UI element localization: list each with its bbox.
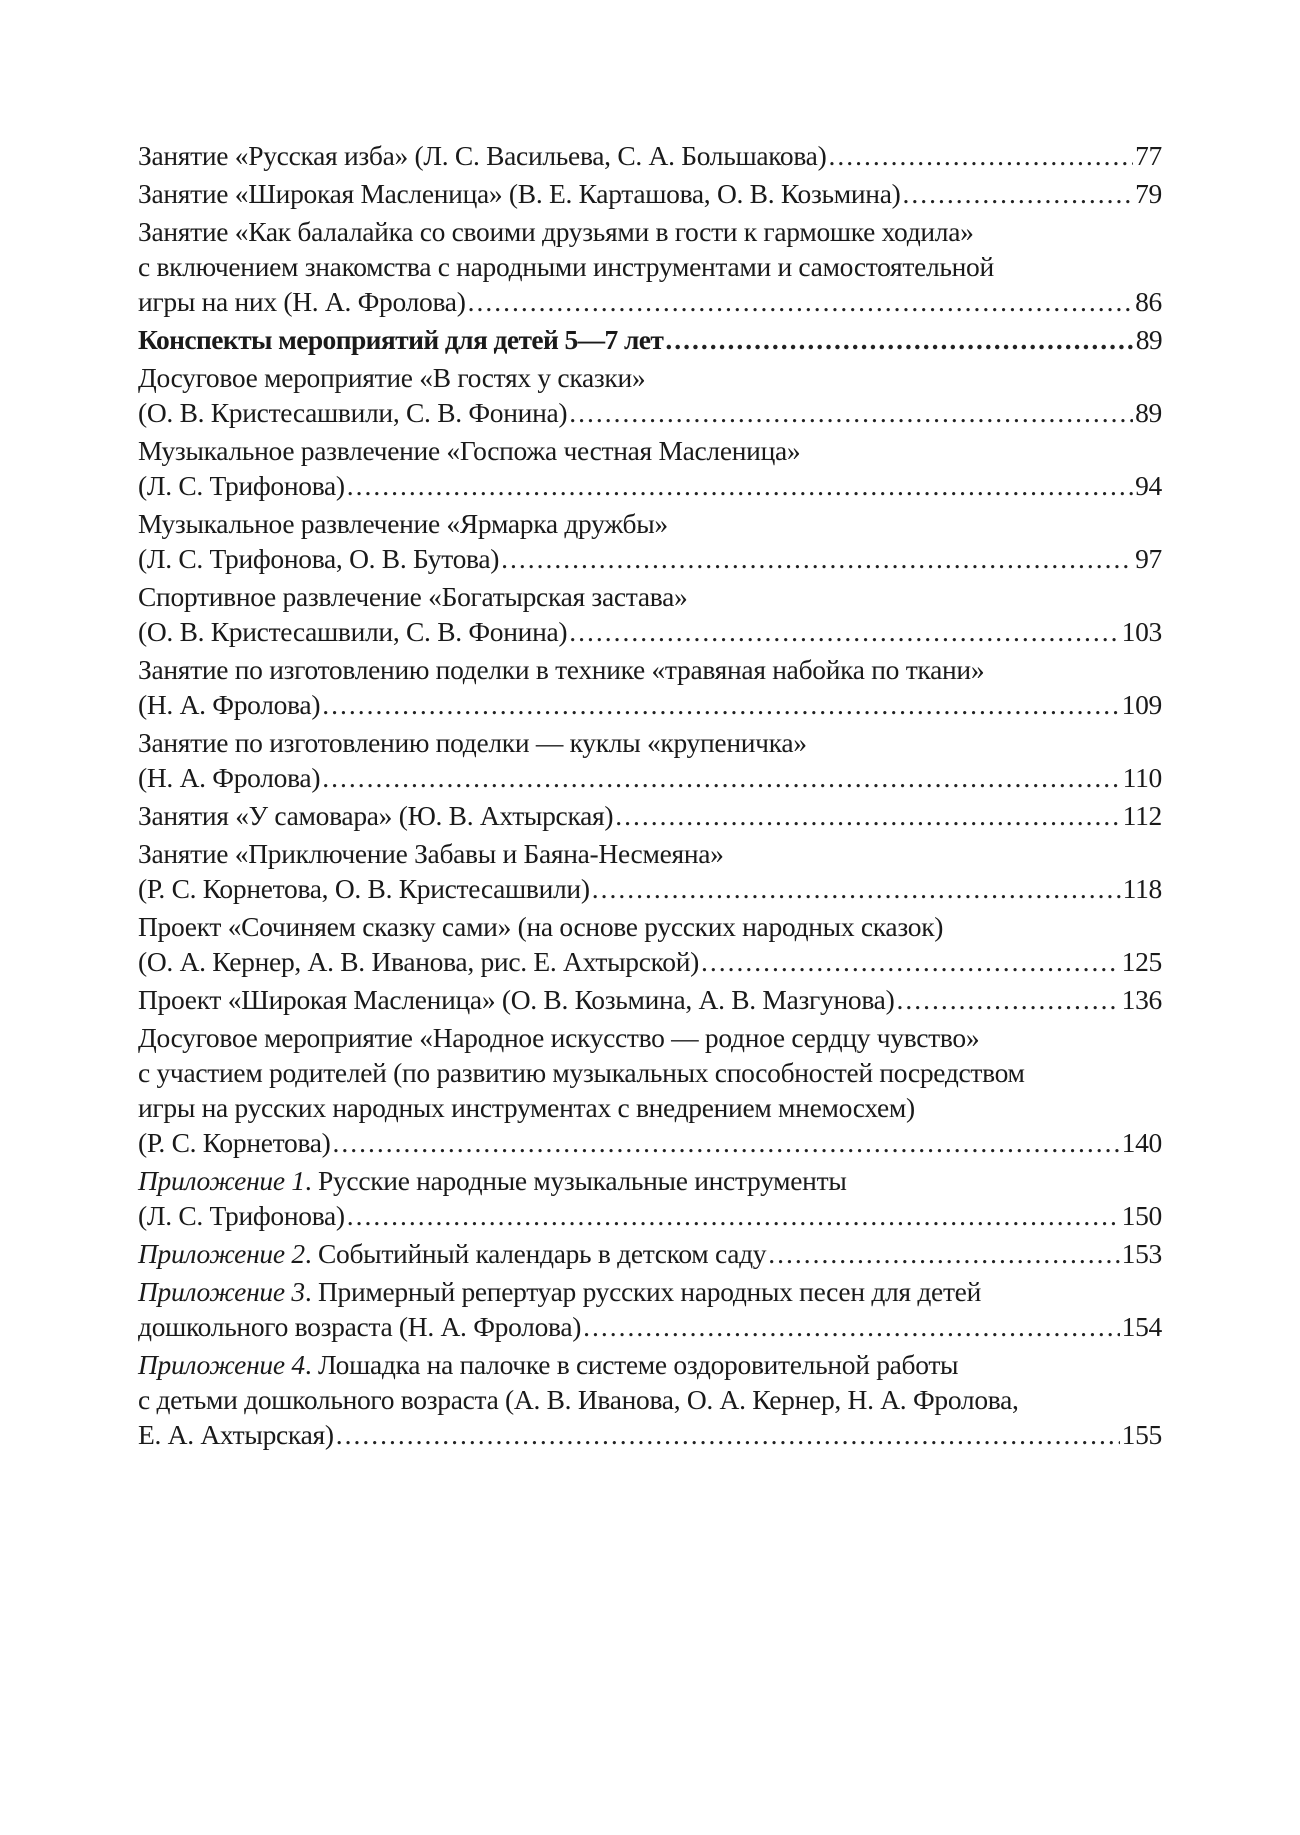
dot-leader — [615, 798, 1120, 833]
toc-entry — [138, 1020, 1162, 1160]
dot-leader — [347, 1198, 1120, 1233]
toc-entry-text: Занятия «У самовара» (Ю. В. Ахтырская) — [138, 800, 614, 831]
toc-entry-text: Занятие по изготовлению поделки в технике «травяная набойка по ткани» — [138, 654, 985, 685]
toc-entry-text: (Р. С. Корнетова, О. В. Кристесашвили) — [138, 873, 590, 904]
toc-entry-line — [138, 433, 1162, 468]
page-number: 112 — [1122, 800, 1162, 831]
toc-entry-line — [138, 1347, 1162, 1382]
toc-entry-line — [138, 1055, 1162, 1090]
toc-appendix-entry — [138, 1347, 1162, 1452]
toc-entry-last-line — [138, 176, 1162, 211]
toc-entry-title — [138, 982, 894, 1017]
page-number: 136 — [1121, 984, 1162, 1015]
toc-entry-text: Проект «Широкая Масленица» (О. В. Козьмина, А. В. Мазгунова) — [138, 984, 895, 1015]
appendix-label: Приложение 4 — [138, 1349, 305, 1380]
toc-entry-text: (О. А. Кернер, А. В. Иванова, рис. Е. Ахтырской) — [138, 946, 700, 977]
toc-appendix-entry — [138, 1236, 1162, 1271]
toc-entry — [138, 579, 1162, 649]
toc-entry-title — [138, 1198, 345, 1233]
toc-entry-title — [138, 944, 699, 979]
toc-entry-text: Музыкальное развлечение «Ярмарка дружбы» — [138, 508, 668, 539]
dot-leader — [665, 322, 1133, 357]
toc-entry-line — [138, 506, 1162, 541]
toc-entry-last-line — [138, 468, 1162, 503]
toc-entry-last-line — [138, 687, 1162, 722]
toc-entry-text: (О. В. Кристесашвили, С. В. Фонина) — [138, 616, 568, 647]
toc-entry-text: с включением знакомства с народными инструментами и самостоятельной — [138, 251, 994, 282]
toc-entry-last-line — [138, 395, 1162, 430]
toc-entry-text: Лошадка на палочке в системе оздоровительной работы — [317, 1349, 959, 1380]
dot-leader — [333, 1125, 1120, 1160]
dot-leader — [468, 284, 1134, 319]
toc-entry-title — [138, 541, 499, 576]
toc-entry — [138, 909, 1162, 979]
toc-entry — [138, 433, 1162, 503]
toc-appendix-entry — [138, 1274, 1162, 1344]
dot-leader — [347, 468, 1133, 503]
toc-entry-title — [138, 1125, 331, 1160]
appendix-label: Приложение 3 — [138, 1276, 305, 1307]
toc-entry-text: Е. А. Ахтырская) — [138, 1419, 334, 1450]
page-number: 94 — [1135, 470, 1162, 501]
toc-entry-line — [138, 1163, 1162, 1198]
appendix-label: Приложение 1 — [138, 1165, 305, 1196]
toc-entry-title — [138, 1309, 581, 1344]
toc-entry-title — [138, 1417, 334, 1452]
toc-entry-line — [138, 652, 1162, 687]
toc-entry — [138, 836, 1162, 906]
toc-entry-title — [138, 760, 320, 795]
appendix-separator: . — [304, 1238, 318, 1269]
dot-leader — [592, 871, 1121, 906]
toc-entry-text: (Н. А. Фролова) — [138, 689, 321, 720]
table-of-contents — [138, 138, 1162, 1455]
toc-entry-text: (Л. С. Трифонова) — [138, 470, 345, 501]
toc-entry-last-line — [138, 1236, 1162, 1271]
dot-leader — [569, 614, 1119, 649]
toc-entry-text: (Р. С. Корнетова) — [138, 1127, 331, 1158]
toc-entry-text: Спортивное развлечение «Богатырская застава» — [138, 581, 688, 612]
toc-entry-text: Русские народные музыкальные инструменты — [317, 1165, 847, 1196]
toc-entry-text: Занятие «Приключение Забавы и Баяна-Несмеяна» — [138, 838, 724, 869]
toc-entry — [138, 798, 1162, 833]
toc-entry-text: (Н. А. Фролова) — [138, 762, 321, 793]
toc-entry-title — [138, 798, 613, 833]
dot-leader — [336, 1417, 1120, 1452]
page-number: 154 — [1121, 1311, 1162, 1342]
toc-entry — [138, 982, 1162, 1017]
toc-entry-title — [138, 614, 567, 649]
toc-entry-title — [138, 871, 590, 906]
toc-entry-line — [138, 909, 1162, 944]
toc-entry-text: Занятие «Русская изба» (Л. С. Васильева, С. А. Большакова) — [138, 140, 827, 171]
appendix-separator: . — [304, 1276, 318, 1307]
toc-entry-text: игры на русских народных инструментах с внедрением мнемосхем) — [138, 1092, 915, 1123]
toc-entry-text: Занятие по изготовлению поделки — куклы «крупеничка» — [138, 727, 807, 758]
page-number: 97 — [1135, 543, 1162, 574]
page-number: 79 — [1135, 178, 1162, 209]
toc-entry-line — [138, 1090, 1162, 1125]
toc-entry-last-line — [138, 322, 1162, 357]
toc-entry-line — [138, 360, 1162, 395]
toc-entry-text: Досуговое мероприятие «Народное искусство — родное сердцу чувство» — [138, 1022, 980, 1053]
toc-entry-text: Занятие «Широкая Масленица» (В. Е. Карташова, О. В. Козьмина) — [138, 178, 901, 209]
toc-entry-text: Событийный календарь в детском саду — [317, 1238, 767, 1269]
page-number: 109 — [1121, 689, 1162, 720]
toc-entry-last-line — [138, 1309, 1162, 1344]
dot-leader — [583, 1309, 1120, 1344]
page-number: 118 — [1122, 873, 1162, 904]
toc-entry-text: Примерный репертуар русских народных песен для детей — [317, 1276, 981, 1307]
page-number: 103 — [1121, 616, 1162, 647]
toc-entry-line — [138, 1020, 1162, 1055]
toc-entry-title — [138, 138, 826, 173]
appendix-separator: . — [304, 1349, 318, 1380]
page-number: 140 — [1121, 1127, 1162, 1158]
page-number: 153 — [1121, 1238, 1162, 1269]
appendix-label: Приложение 2 — [138, 1238, 305, 1269]
toc-entry-last-line — [138, 982, 1162, 1017]
page-number: 89 — [1135, 397, 1162, 428]
page-number: 77 — [1135, 140, 1162, 171]
page-number: 110 — [1122, 762, 1162, 793]
toc-entry-text: (Л. С. Трифонова, О. В. Бутова) — [138, 543, 500, 574]
toc-appendix-entry — [138, 1163, 1162, 1233]
dot-leader — [902, 176, 1133, 211]
page-number: 86 — [1135, 286, 1162, 317]
dot-leader — [828, 138, 1133, 173]
toc-entry-last-line — [138, 798, 1162, 833]
page-number: 125 — [1121, 946, 1162, 977]
toc-entry-last-line — [138, 944, 1162, 979]
toc-entry-line — [138, 725, 1162, 760]
toc-entry-text: Занятие «Как балалайка со своими друзьями в гости к гармошке ходила» — [138, 216, 974, 247]
toc-entry-line — [138, 1382, 1162, 1417]
toc-entry-title — [138, 1236, 766, 1271]
toc-entry-last-line — [138, 1417, 1162, 1452]
dot-leader — [701, 944, 1120, 979]
toc-entry-text: (Л. С. Трифонова) — [138, 1200, 345, 1231]
dot-leader — [896, 982, 1119, 1017]
toc-entry-text: Досуговое мероприятие «В гостях у сказки» — [138, 362, 646, 393]
toc-entry-title — [138, 176, 900, 211]
toc-entry-title — [138, 468, 345, 503]
toc-entry — [138, 138, 1162, 173]
toc-entry-line — [138, 836, 1162, 871]
toc-entry — [138, 652, 1162, 722]
toc-entry-line — [138, 214, 1162, 249]
page-number: 150 — [1121, 1200, 1162, 1231]
toc-entry — [138, 506, 1162, 576]
toc-entry — [138, 360, 1162, 430]
toc-entry-text: Конспекты мероприятий для детей 5—7 лет — [138, 324, 664, 355]
toc-entry-last-line — [138, 1125, 1162, 1160]
page-number: 89 — [1135, 324, 1162, 355]
toc-entry-title — [138, 687, 320, 722]
toc-entry-text: с участием родителей (по развитию музыкальных способностей посредством — [138, 1057, 1025, 1088]
toc-entry-title — [138, 395, 567, 430]
toc-entry-last-line — [138, 138, 1162, 173]
toc-entry — [138, 725, 1162, 795]
toc-entry-line — [138, 579, 1162, 614]
toc-entry-line — [138, 249, 1162, 284]
toc-entry — [138, 214, 1162, 319]
toc-entry-last-line — [138, 284, 1162, 319]
toc-entry-text: дошкольного возраста (Н. А. Фролова) — [138, 1311, 582, 1342]
toc-entry — [138, 176, 1162, 211]
toc-entry-last-line — [138, 871, 1162, 906]
appendix-separator: . — [304, 1165, 318, 1196]
page-number: 155 — [1121, 1419, 1162, 1450]
toc-entry-title — [138, 322, 663, 357]
toc-entry-last-line — [138, 614, 1162, 649]
toc-entry-last-line — [138, 541, 1162, 576]
toc-entry-last-line — [138, 1198, 1162, 1233]
dot-leader — [569, 395, 1133, 430]
toc-section-heading — [138, 322, 1162, 357]
toc-entry-text: Проект «Сочиняем сказку сами» (на основе русских народных сказок) — [138, 911, 944, 942]
toc-entry-title — [138, 284, 466, 319]
dot-leader — [322, 687, 1119, 722]
toc-entry-text: (О. В. Кристесашвили, С. В. Фонина) — [138, 397, 568, 428]
dot-leader — [322, 760, 1120, 795]
toc-entry-text: с детьми дошкольного возраста (А. В. Иванова, О. А. Кернер, Н. А. Фролова, — [138, 1384, 1019, 1415]
dot-leader — [768, 1236, 1119, 1271]
toc-entry-text: Музыкальное развлечение «Госпожа честная Масленица» — [138, 435, 801, 466]
toc-entry-line — [138, 1274, 1162, 1309]
toc-entry-last-line — [138, 760, 1162, 795]
toc-entry-text: игры на них (Н. А. Фролова) — [138, 286, 466, 317]
dot-leader — [501, 541, 1133, 576]
